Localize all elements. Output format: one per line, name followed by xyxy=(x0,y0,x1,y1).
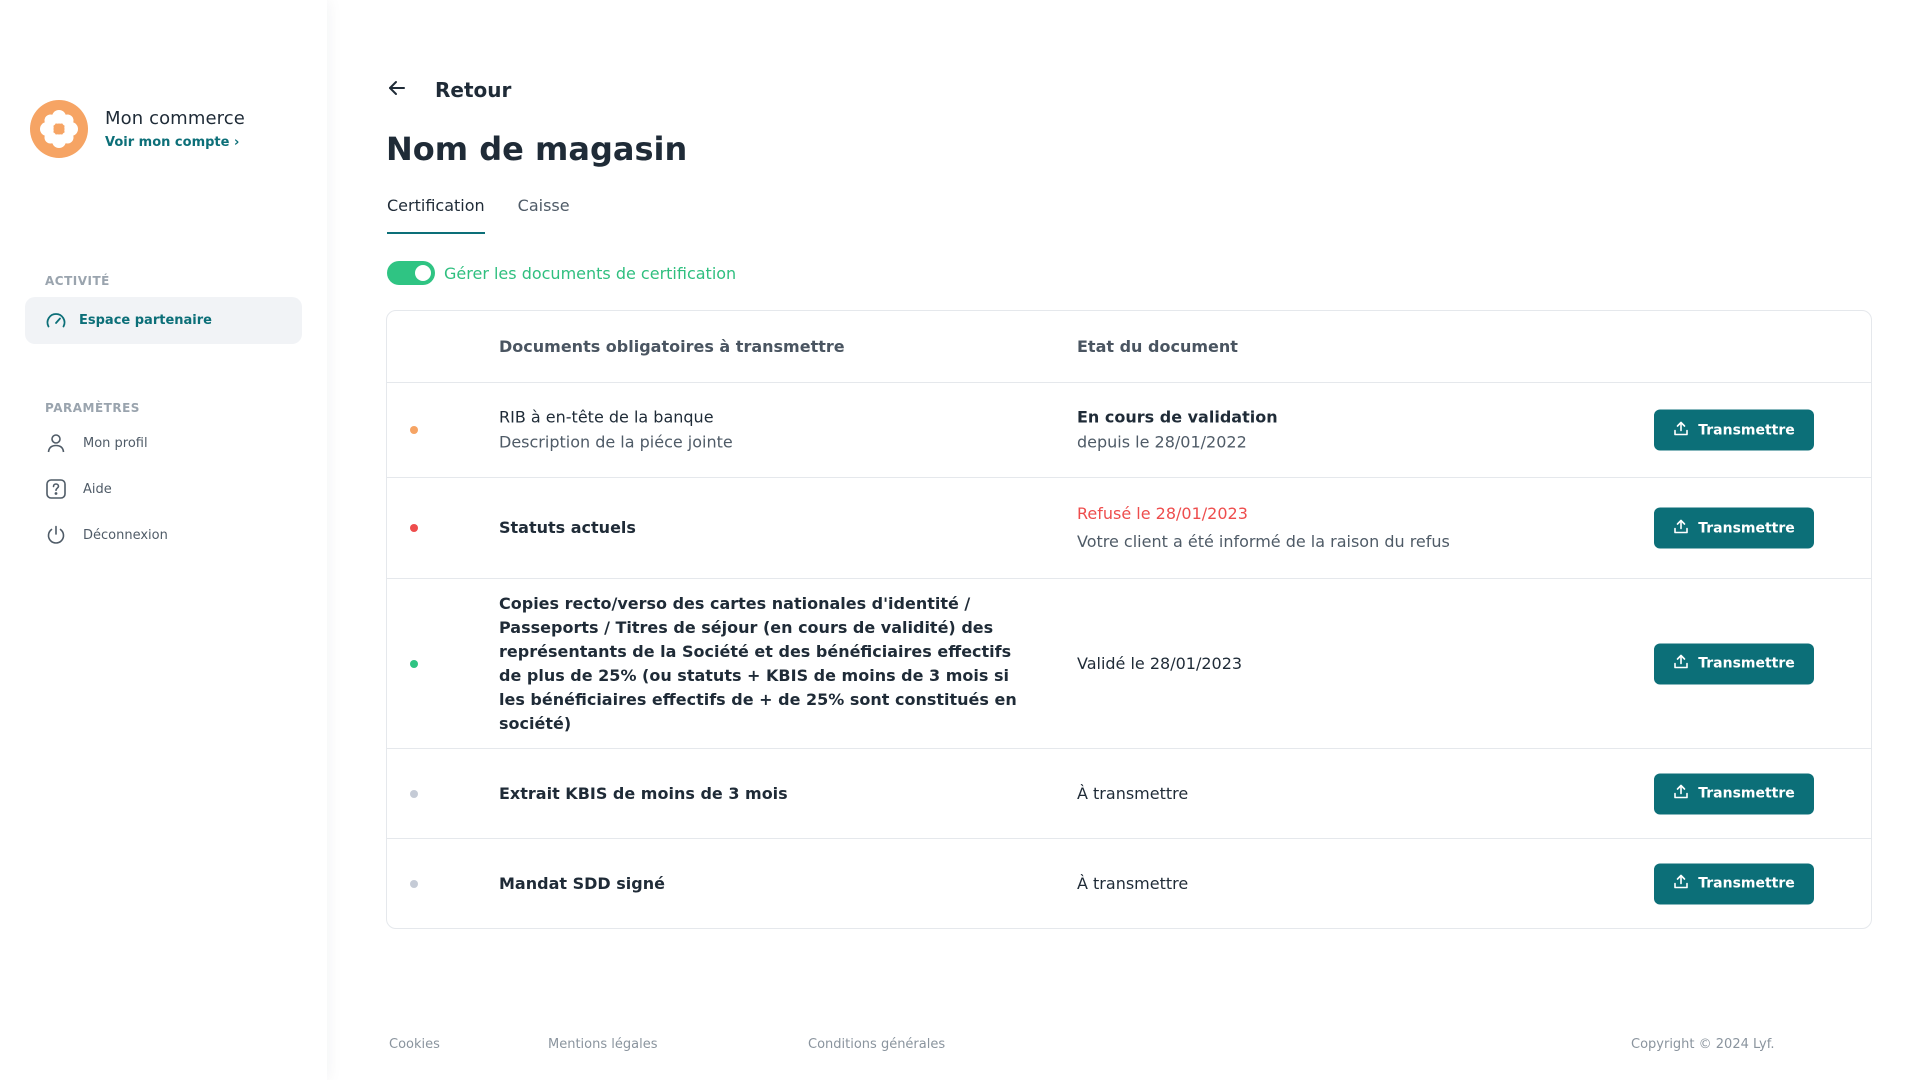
table-row xyxy=(387,383,1871,478)
documents-table xyxy=(386,310,1872,929)
sidebar-item-label: Déconnexion xyxy=(83,527,168,543)
upload-icon xyxy=(1673,784,1689,804)
document-title: RIB à en-tête de la banque xyxy=(499,407,714,427)
tab-certification[interactable]: Certification xyxy=(387,196,485,234)
state-cell xyxy=(1077,872,1547,896)
state-cell xyxy=(1077,782,1547,806)
transmit-button[interactable] xyxy=(1654,863,1814,904)
transmit-button-label: Transmettre xyxy=(1698,785,1795,802)
document-cell xyxy=(499,406,1039,455)
document-title: Statuts actuels xyxy=(499,518,636,537)
arrow-left-icon xyxy=(387,78,407,102)
sidebar-item-deconnexion[interactable] xyxy=(45,524,168,546)
state-text: À transmettre xyxy=(1077,783,1189,803)
transmit-button[interactable] xyxy=(1654,643,1814,684)
footer-copyright: Copyright © 2024 Lyf. xyxy=(1631,1037,1775,1052)
store-logo xyxy=(30,100,88,158)
table-row xyxy=(387,839,1871,928)
account-name: Mon commerce xyxy=(105,108,245,129)
status-dot-refused xyxy=(410,524,418,532)
table-header xyxy=(387,311,1871,383)
column-header-documents: Documents obligatoires à transmettre xyxy=(499,337,845,356)
state-cell xyxy=(1077,652,1547,676)
status-dot-validated xyxy=(410,660,418,668)
table-row xyxy=(387,478,1871,579)
state-cell xyxy=(1077,502,1547,554)
sidebar-item-label: Mon profil xyxy=(83,435,148,451)
document-cell xyxy=(499,782,1039,806)
tab-bar xyxy=(387,196,603,234)
gauge-icon xyxy=(45,310,67,332)
status-dot-todo xyxy=(410,880,418,888)
transmit-button-label: Transmettre xyxy=(1698,422,1795,438)
state-text: Validé le 28/01/2023 xyxy=(1077,653,1243,673)
footer-link-terms[interactable]: Conditions générales xyxy=(808,1037,946,1052)
document-cell xyxy=(499,872,1039,896)
status-dot-todo xyxy=(410,790,418,798)
help-icon xyxy=(45,478,67,500)
state-text: En cours de validation xyxy=(1077,407,1278,427)
certification-toggle[interactable] xyxy=(387,261,435,285)
upload-icon xyxy=(1673,654,1689,674)
table-row xyxy=(387,579,1871,749)
document-title: Extrait KBIS de moins de 3 mois xyxy=(499,783,788,803)
account-block xyxy=(30,100,245,158)
document-title: Mandat SDD signé xyxy=(499,873,665,893)
toggle-label: Gérer les documents de certification xyxy=(444,263,737,283)
document-cell xyxy=(499,516,1039,540)
section-label-activity: ACTIVITÉ xyxy=(45,274,110,288)
sidebar-item-mon-profil[interactable] xyxy=(45,432,148,454)
sidebar-item-label: Aide xyxy=(83,481,112,497)
certification-toggle-row[interactable] xyxy=(387,261,736,285)
state-text: À transmettre xyxy=(1077,873,1189,893)
back-button[interactable] xyxy=(387,78,511,102)
state-cell xyxy=(1077,406,1547,455)
sidebar xyxy=(0,0,327,1080)
tab-caisse[interactable]: Caisse xyxy=(517,196,570,215)
status-dot-pending xyxy=(410,426,418,434)
document-title: Copies recto/verso des cartes nationales d'identité / Passeports / Titres de séjour (en cours de validité) des représentants de la Société et des bénéficiaires effectifs de plus de 25% (ou statuts + KBIS de moins de 3 mois si les bénéficiaires effectifs de + de 25% sont constitués en société) xyxy=(499,593,1017,733)
document-description: Description de la piéce jointe xyxy=(499,432,733,452)
transmit-button[interactable] xyxy=(1654,508,1814,549)
state-subtext: Votre client a été informé de la raison du refus xyxy=(1077,532,1450,551)
column-header-state: Etat du document xyxy=(1077,337,1238,356)
section-label-settings: PARAMÈTRES xyxy=(45,401,140,415)
state-text: Refusé le 28/01/2023 xyxy=(1077,504,1248,523)
upload-icon xyxy=(1673,420,1689,440)
transmit-button[interactable] xyxy=(1654,773,1814,814)
table-row xyxy=(387,749,1871,839)
power-icon xyxy=(45,524,67,546)
sidebar-item-aide[interactable] xyxy=(45,478,112,500)
state-subtext: depuis le 28/01/2022 xyxy=(1077,432,1247,452)
back-label: Retour xyxy=(435,78,512,102)
upload-icon xyxy=(1673,874,1689,894)
document-cell xyxy=(499,592,1039,736)
user-icon xyxy=(45,432,67,454)
upload-icon xyxy=(1673,518,1689,538)
sidebar-item-espace-partenaire[interactable] xyxy=(25,297,302,344)
view-account-link[interactable]: Voir mon compte › xyxy=(105,135,240,150)
transmit-button-label: Transmettre xyxy=(1698,655,1795,672)
transmit-button[interactable] xyxy=(1654,410,1814,451)
sidebar-item-label: Espace partenaire xyxy=(79,313,212,328)
transmit-button-label: Transmettre xyxy=(1698,520,1795,536)
page-title: Nom de magasin xyxy=(386,130,688,168)
transmit-button-label: Transmettre xyxy=(1698,875,1795,892)
footer-link-legal[interactable]: Mentions légales xyxy=(548,1037,658,1052)
footer-link-cookies[interactable]: Cookies xyxy=(389,1037,440,1052)
